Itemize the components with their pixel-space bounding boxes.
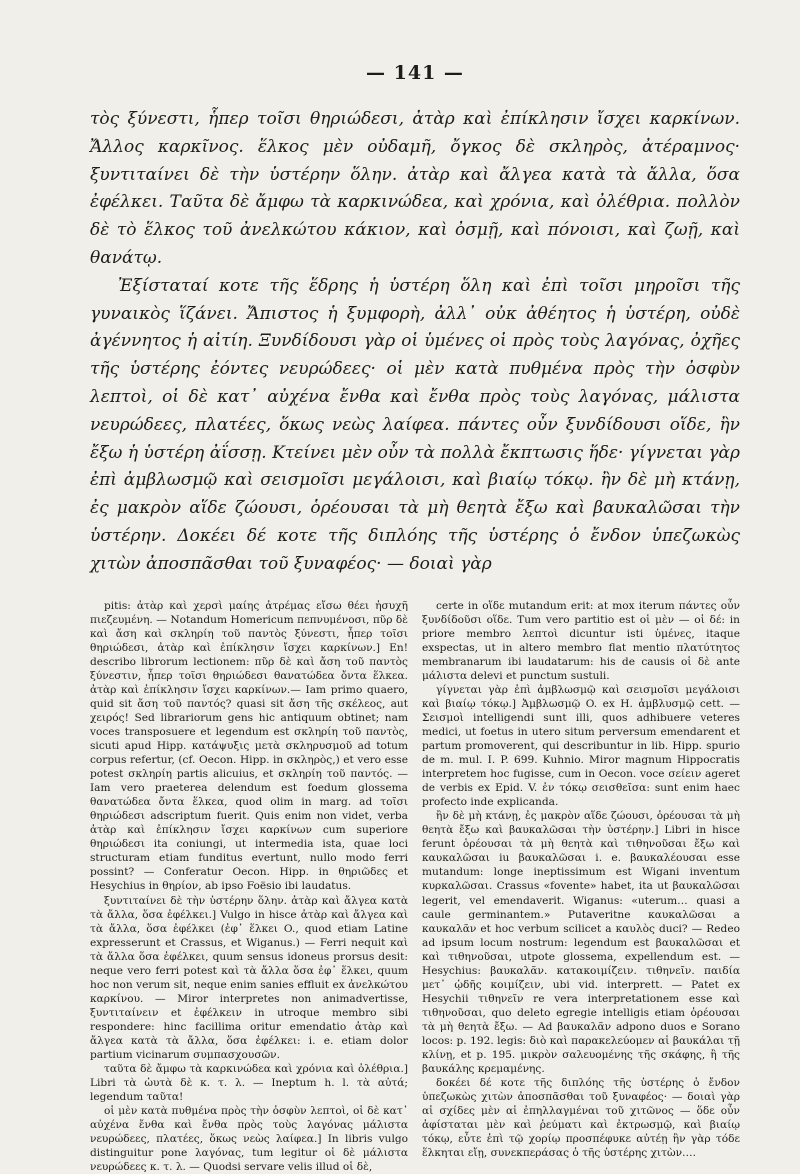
footnotes-left-column bbox=[90, 599, 408, 1174]
footnote-paragraph: ταῦτα δὲ ἄμφω τὰ καρκινώδεα καὶ χρόνια καὶ ὀλέθρια.] Libri τὰ ὡυτὰ δὲ κ. τ. λ. — Ineptum h. l. τὰ αὐτά; legendum ταῦτα! bbox=[90, 1063, 408, 1104]
main-text-block bbox=[90, 106, 740, 579]
footnote-paragraph: δοκέει δέ κοτε τῆς διπλόης τῆς ὑστέρης ὁ ἔνδον ὑπεζωκὼς χιτὼν ἀποσπᾶσθαι τοῦ ξυναφέος· — δοιαὶ γὰρ αἱ σχίδες μὲν αἱ ἐπηλλαγμέναι τοῦ χιτῶνος — ὅδε οὖν ἀφίσταται μὲν καὶ ῥεύματι καὶ ἐκτρωσμῷ, καὶ βιαίῳ τόκῳ, εὖτε ἐπὶ τῷ χορίῳ προσπέφυκε αὐτέῃ ἢν γὰρ τόδε ἕλκηται εἴῃ, συνεκπεράσας ὁ τῆς ὑστέρης χιτὼν…. bbox=[422, 1077, 740, 1160]
main-paragraph: τὸς ξύνεστι, ἧπερ τοῖσι θηριώδεσι, ἀτὰρ καὶ ἐπίκλησιν ἴσχει καρκίνων. Ἄλλος καρκῖνος. ἕλκος μὲν οὐδαμῆ, ὄγκος δὲ σκληρὸς, ἀτέραμνος· ξυντιταίνει δὲ τὴν ὑστέρην ὅλην. ἀτὰρ καὶ ἄλγεα κατὰ τὰ ἄλλα, ὅσα ἐφέλκει. Ταῦτα δὲ ἄμφω τὰ καρκινώδεα, καὶ χρόνια, καὶ ὀλέθρια. πολλὸν δὲ τὸ ἕλκος τοῦ ἀνελκώτου κάκιον, καὶ ὀσμῇ, καὶ πόνοισι, καὶ ζωῇ, καὶ θανάτῳ. bbox=[90, 109, 740, 268]
footnotes bbox=[90, 599, 740, 1174]
main-paragraph: Ἐξίσταταί κοτε τῆς ἕδρης ἡ ὑστέρη ὅλη καὶ ἐπὶ τοῖσι μηροῖσι τῆς γυναικὸς ἵζάνει. Ἄπιστος ἡ ξυμφορὴ, ἀλλ᾽ οὐκ ἀθέητος ἡ ὑστέρη, οὐδὲ ἀγέννητος ἡ αἰτίη. Ξυνδίδουσι γὰρ οἱ ὑμένες οἱ πρὸς τοὺς λαγόνας, ὀχῆες τῆς ὑστέρης ἐόντες νευρώδεες· οἱ μὲν κατὰ πυθμένα πρὸς τὴν ὀσφὺν λεπτοὶ, οἱ δὲ κατ᾽ αὐχένα ἔνθα καὶ ἔνθα πρὸς τοὺς λαγόνας, μάλιστα νευρώδεες, πλατέες, ὅκως νεὼς λαίφεα. πάντες οὖν ξυνδίδουσι οἵδε, ἢν ἔξω ἡ ὑστέρη ἀΐσσῃ. Κτείνει μὲν οὖν τὰ πολλὰ ἔκπτωσις ἥδε· γίγνεται γὰρ ἐπὶ ἀμβλωσμῷ καὶ σεισμοῖσι μεγάλοισι, καὶ βιαίῳ τόκῳ. ἢν δὲ μὴ κτάνῃ, ἐς μακρὸν αἵδε ζώουσι, ὁρέουσαι τὰ μὴ θεητὰ ἔξω καὶ βαυκαλῶσαι τὴν ὑστέρην. Δοκέει δέ κοτε τῆς διπλόης τῆς ὑστέρης ὁ ἔνδον ὑπεζωκὼς χιτὼν ἀποσπᾶσθαι τοῦ ξυναφέος· — δοιαὶ γὰρ bbox=[90, 275, 740, 574]
footnote-paragraph: ἢν δὲ μὴ κτάνῃ, ἐς μακρὸν αἵδε ζώουσι, ὁρέουσαι τὰ μὴ θεητὰ ἔξω καὶ βαυκαλῶσαι τὴν ὑστέρην.] Libri in hisce ferunt ὁρέουσαι τὰ μὴ θεητὰ καὶ τιθηνοῦσαι ἔξω καὶ καυκαλῶσαι iu βαυκαλῶσαι i. e. βαυκαλέουσαι esse mutandum: longe ineptissimum est Wigani inventum κυρκαλῶσαι. Crassus «fovente» habet, ita ut βαυκαλῶσαι legerit, vel emendaverit. Wiganus: «uterum… quasi a caule germinantem.» Putaveritne καυκαλῶσαι a καυκαλᾶν et hoc verbum scilicet a καυλὸς duci? — Redeo ad ipsum locum nostrum: legendum est βαυκαλῶσαι et καὶ τιθηνοῦσαι, utpote glossema, expellendum est. — Hesychius: βαυκαλᾶν. κατακοιμίζειν. τιθηνεῖν. παιδία μετ᾽ ᾠδῆς κοιμίζειν, ubi vid. interprett. — Patet ex Hesychii τιθηνεῖν re vera interpretationem esse καὶ τιθηνοῦσαι, quo deleto egregie intelligis etiam ὁρέουσαι τὰ μὴ θεητὰ ἔξω. — Ad βαυκαλᾶν adpono duos e Sorano locos: p. 192. legis: διὸ καὶ παρακελεύομεν αἱ βαυκάλαι τῇ κλίνῃ, et p. 195. μικρὸν σαλευομένης τῆς σκάφης, ἢ τῆς βαυκάλης κρεμαμένης. bbox=[422, 810, 740, 1076]
footnote-paragraph: ξυντιταίνει δὲ τὴν ὑστέρην ὅλην. ἀτὰρ καὶ ἄλγεα κατὰ τὰ ἄλλα, ὅσα ἐφέλκει.] Vulgo in hisce ἀτὰρ καὶ ἄλγεα καὶ τὰ ἄλλα, ὅσα ἐφέλκει (ἐφ᾽ ἕλκει O., quod etiam Latine expresserunt et Crassus, et Wiganus.) — Ferri nequit καὶ τὰ ἄλλα ὅσα ἐφέλκει, quum sensus idoneus prorsus desit: neque vero ferri potest καὶ τὰ ἄλλα ὅσα ἐφ᾽ ἕλκει, quum hoc non verum sit, neque enim sanies effluit ex ἀνελκώτου καρκίνου. — Miror interpretes non animadvertisse, ξυντιταίνειν et ἐφέλκειν in utroque membro sibi respondere: hinc facillima oritur emendatio ἀτὰρ καὶ ἄλγεα κατὰ τὰ ἄλλα, ὅσα ἐφέλκει: i. e. etiam dolor partium vicinarum συμπασχουσῶν. bbox=[90, 894, 408, 1062]
footnotes-right-column bbox=[422, 599, 740, 1174]
footnote-paragraph: pitis: ἀτὰρ καὶ χερσὶ μαίης ἀτρέμας εἴσω θέει ἠσυχῆ πιεζευμένη. — Notandum Homericum πεπνυμένοσι, πῦρ δὲ καὶ ἄση καὶ σκληρίη τοῦ παντὸς ξύνεστι, ἧπερ τοῖσι θηριώδεσι, ἀτὰρ καὶ ἐπίκλησιν ἴσχει καρκίνων.] En! describo librorum lectionem: πῦρ δὲ καὶ ἄση τοῦ παντὸς ξύνεστιν, ἧπερ τοῖσι θηριώδεσι θανατώδεα ὄντα ἕλκεα. ἀτὰρ καὶ ἐπίκλησιν ἴσχει καρκίνων.— Iam primo quaero, quid sit ἄση τοῦ παντός? quasi sit ἄση τῆς σκέλεος, aut χειρός! Sed librariorum gens hic antiquum obtinet; nam voces transposuere et legendum est σκληρίη τοῦ παντὸς, sicuti apud Hipp. κατάψυξις μετὰ σκληρυσμοῦ ad totum corpus refertur, (cf. Oecon. Hipp. in σκληρὸς,) et vero esse potest σκληρίη partis alicuius, et σκληρίη τοῦ παντός. — Iam vero praeterea delendum est foedum glossema θανατώδεα ὄντα ἕλκεα, quod olim in marg. ad τοῖσι θηριώδεσι adscriptum fuerit. Quis enim non videt, verba ἀτὰρ καὶ ἐπίκλησιν ἴσχει καρκίνων cum superiore θηριώδεσι ita coniungi, ut intermedia ista, quae loci structuram etiam funditus evertunt, nullo modo ferri possint? — Conferatur Oecon. Hipp. in θηριῶδες et Hesychius in θηρίον, ab ipso Foësio ibi laudatus. bbox=[90, 599, 408, 893]
footnote-paragraph: certe in οἵδε mutandum erit: at mox iterum πάντες οὖν ξυνδίδοῦσι οἵδε. Tum vero partitio est οἱ μὲν — οἱ δέ: in priore membro λεπτοὶ dicuntur isti ὑμένες, itaque exspectas, ut in altero membro flat mentio πλατύτητος membranarum ibi laudatarum: his de causis οἱ δὲ ante μάλιστα delevi et punctum sustuli. bbox=[422, 599, 740, 682]
footnote-paragraph: γίγνεται γὰρ ἐπὶ ἀμβλωσμῷ καὶ σεισμοῖσι μεγάλοισι καὶ βιαίῳ τόκῳ.] Ἀμβλωσμῷ O. ex H. ἀμβλυσμῷ cett. — Σεισμοὶ intelligendi sunt illi, quos adhibuere veteres medici, ut foetus in utero situm perversum emendarent et partum promoverent, qui describuntur in lib. Hipp. spurio de m. mul. I. P. 699. Kuhnio. Miror magnum Hippocratis interpretem hoc fugisse, cum in Oecon. voce σείειν ageret de verbis ex Epid. V. ἐν τόκῳ σεισθεῖσα: sunt enim haec profecto inde explicanda. bbox=[422, 683, 740, 809]
page-number: — 141 — bbox=[366, 62, 464, 84]
footnote-paragraph: οἱ μὲν κατὰ πυθμένα πρὸς τὴν ὀσφὺν λεπτοὶ, οἱ δὲ κατ᾽ αὐχένα ἔνθα καὶ ἔνθα πρὸς τοὺς λαγόνας μάλιστα νευρώδεες, πλατέες, ὅκως νεὼς λαίφεα.] In libris vulgo distinguitur pone λαγόνας, tum legitur οἱ δὲ μάλιστα νευρώδεες κ. τ. λ. — Quodsi servare velis illud οἱ δὲ, bbox=[90, 1105, 408, 1174]
